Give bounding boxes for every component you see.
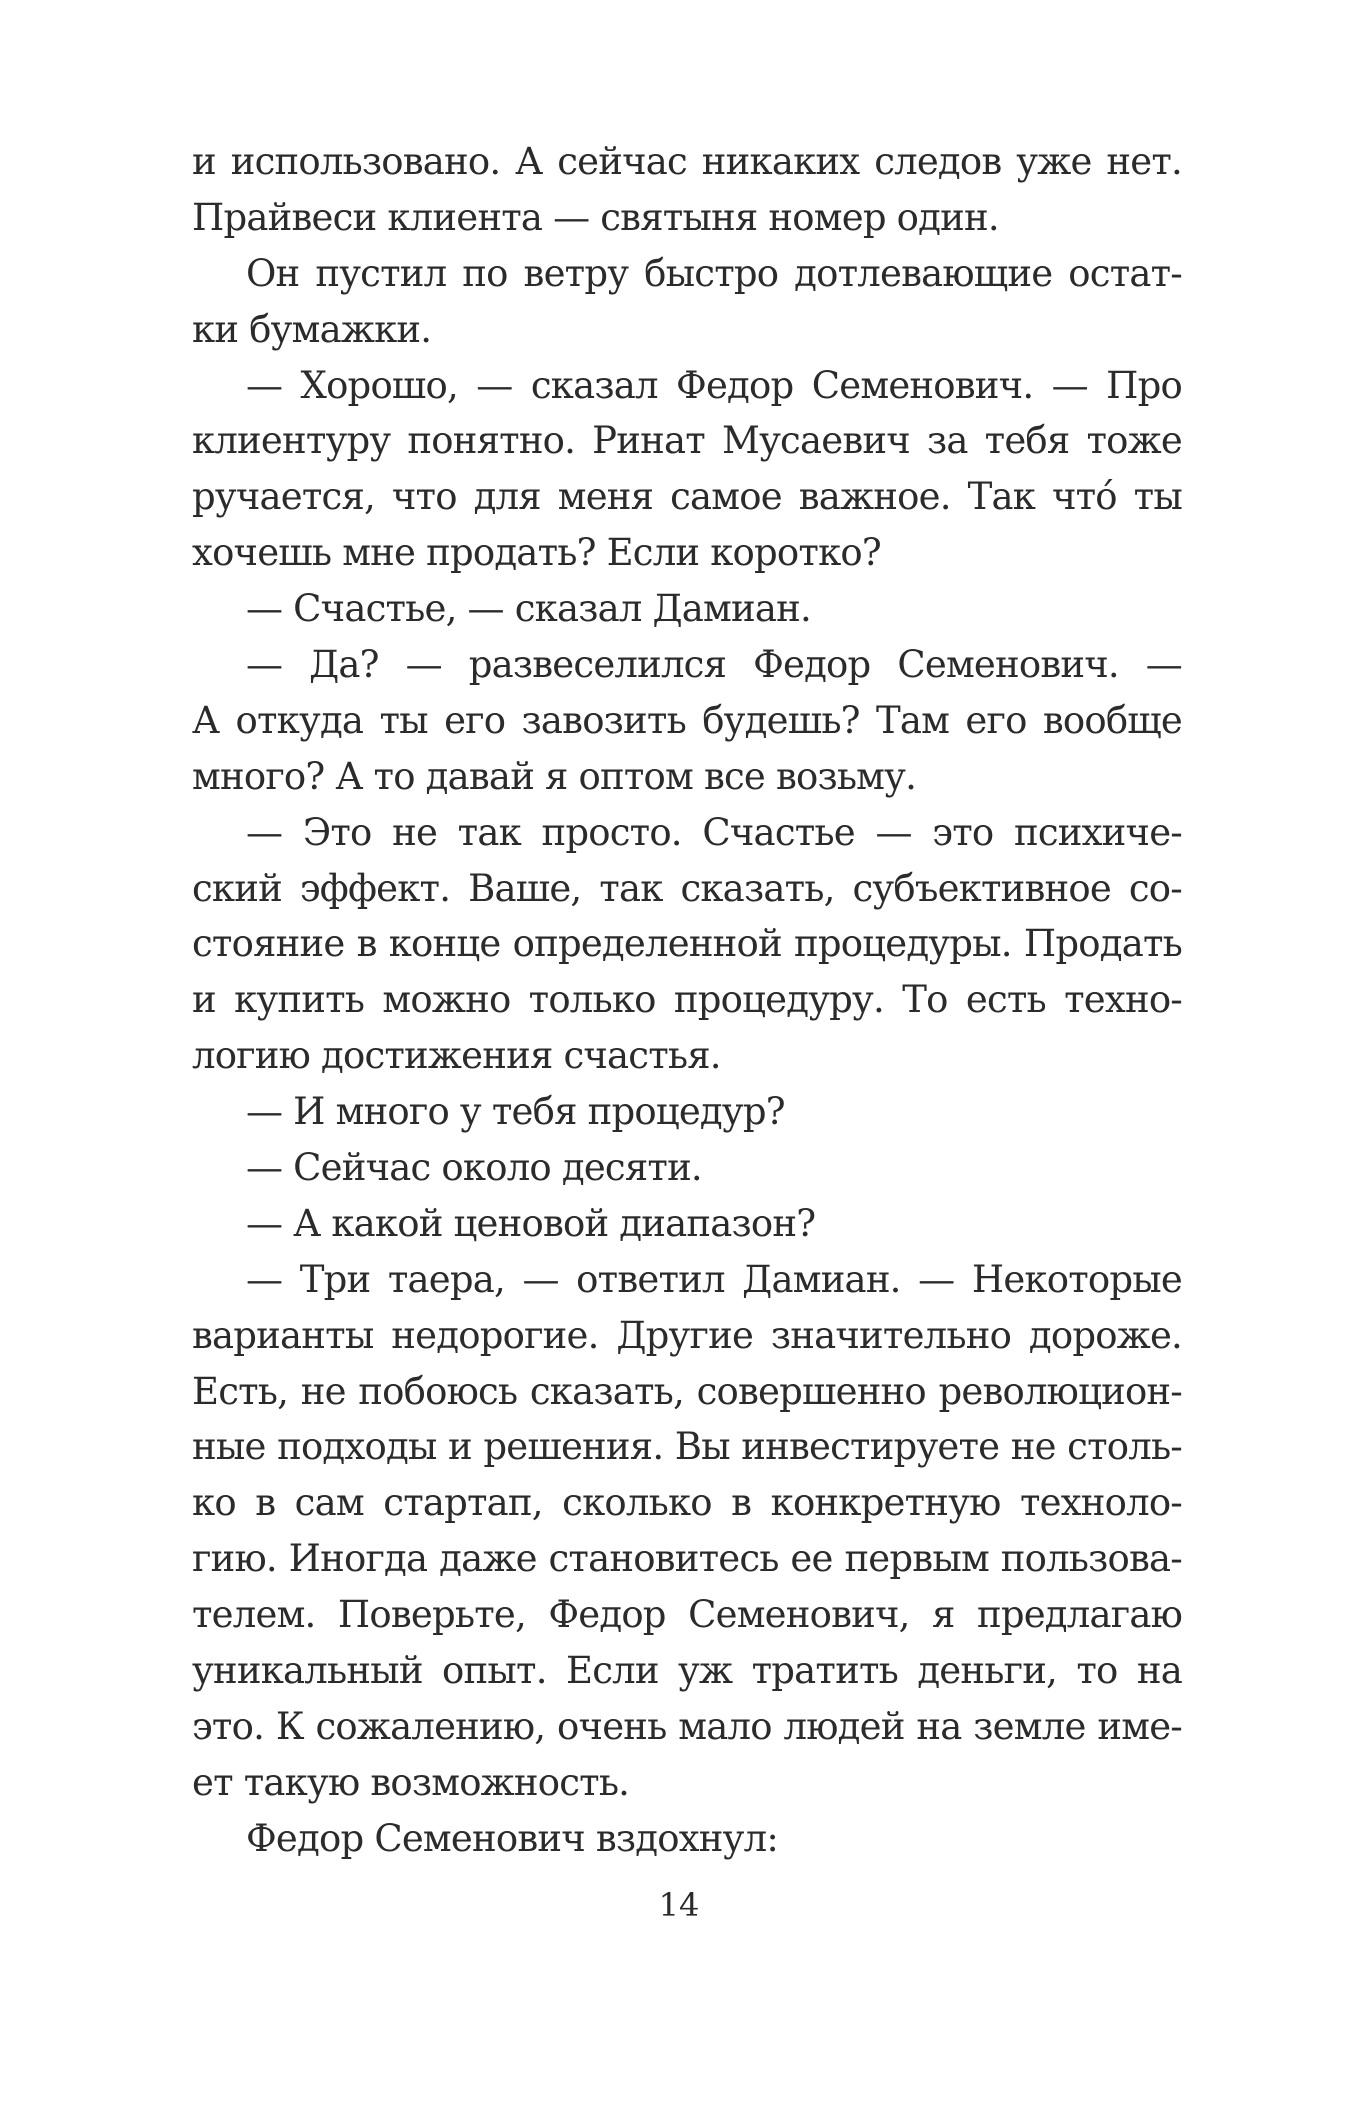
text-line: Есть, не побоюсь сказать, совершенно революцион- [192, 1369, 1182, 1413]
text-line: ский эффект. Ваше, так сказать, субъективное со- [192, 866, 1182, 910]
text-line: Прайвеси клиента — святыня номер один. [192, 195, 999, 239]
text-line: — Это не так просто. Счастье — это психиче- [246, 810, 1182, 854]
text-line: ет такую возможность. [192, 1760, 630, 1804]
text-line: клиентуру понятно. Ринат Мусаевич за тебя тоже [192, 419, 1182, 463]
text-line: и купить можно только процедуру. То есть техно- [192, 978, 1182, 1022]
text-line: — Три таера, — ответил Дамиан. — Некоторые [246, 1257, 1182, 1301]
text-line: и использовано. А сейчас никаких следов уже нет. [192, 140, 1182, 183]
page-number: 14 [658, 1886, 700, 1924]
text-line: — Сейчас около десяти. [246, 1146, 702, 1190]
text-line: логию достижения счастья. [192, 1034, 721, 1078]
text-line: хочешь мне продать? Если коротко? [192, 531, 881, 575]
text-line: — Хорошо, — сказал Федор Семенович. — Про [246, 363, 1182, 407]
text-line: Федор Семенович вздохнул: [246, 1816, 778, 1860]
text-line: ко в сам стартап, сколько в конкретную техноло- [192, 1481, 1182, 1525]
text-line: гию. Иногда даже становитесь ее первым пользова- [192, 1537, 1182, 1581]
text-line: ручается, что для меня самое важное. Так что́ ты [192, 475, 1182, 519]
text-line: это. К сожалению, очень мало людей на земле име- [192, 1704, 1182, 1748]
body-text [192, 134, 1182, 1867]
text-line: — Да? — развеселился Федор Семенович. — [246, 643, 1182, 687]
text-line: ные подходы и решения. Вы инвестируете не столь- [192, 1425, 1182, 1469]
text-line: телем. Поверьте, Федор Семенович, я предлагаю [192, 1593, 1182, 1637]
text-line: ки бумажки. [192, 307, 432, 351]
text-line: — И много у тебя процедур? [246, 1090, 785, 1134]
text-line: стояние в конце определенной процедуры. Продать [192, 922, 1182, 966]
text-line: много? А то давай я оптом все возьму. [192, 754, 917, 798]
text-line: Он пустил по ветру быстро дотлевающие остат- [246, 251, 1182, 295]
text-line: — А какой ценовой диапазон? [246, 1201, 816, 1245]
text-line: — Счастье, — сказал Дамиан. [246, 587, 811, 631]
text-line: варианты недорогие. Другие значительно дороже. [192, 1313, 1182, 1357]
text-line: А откуда ты его завозить будешь? Там его вообще [192, 698, 1182, 742]
text-line: уникальный опыт. Если уж тратить деньги, то на [192, 1649, 1182, 1693]
